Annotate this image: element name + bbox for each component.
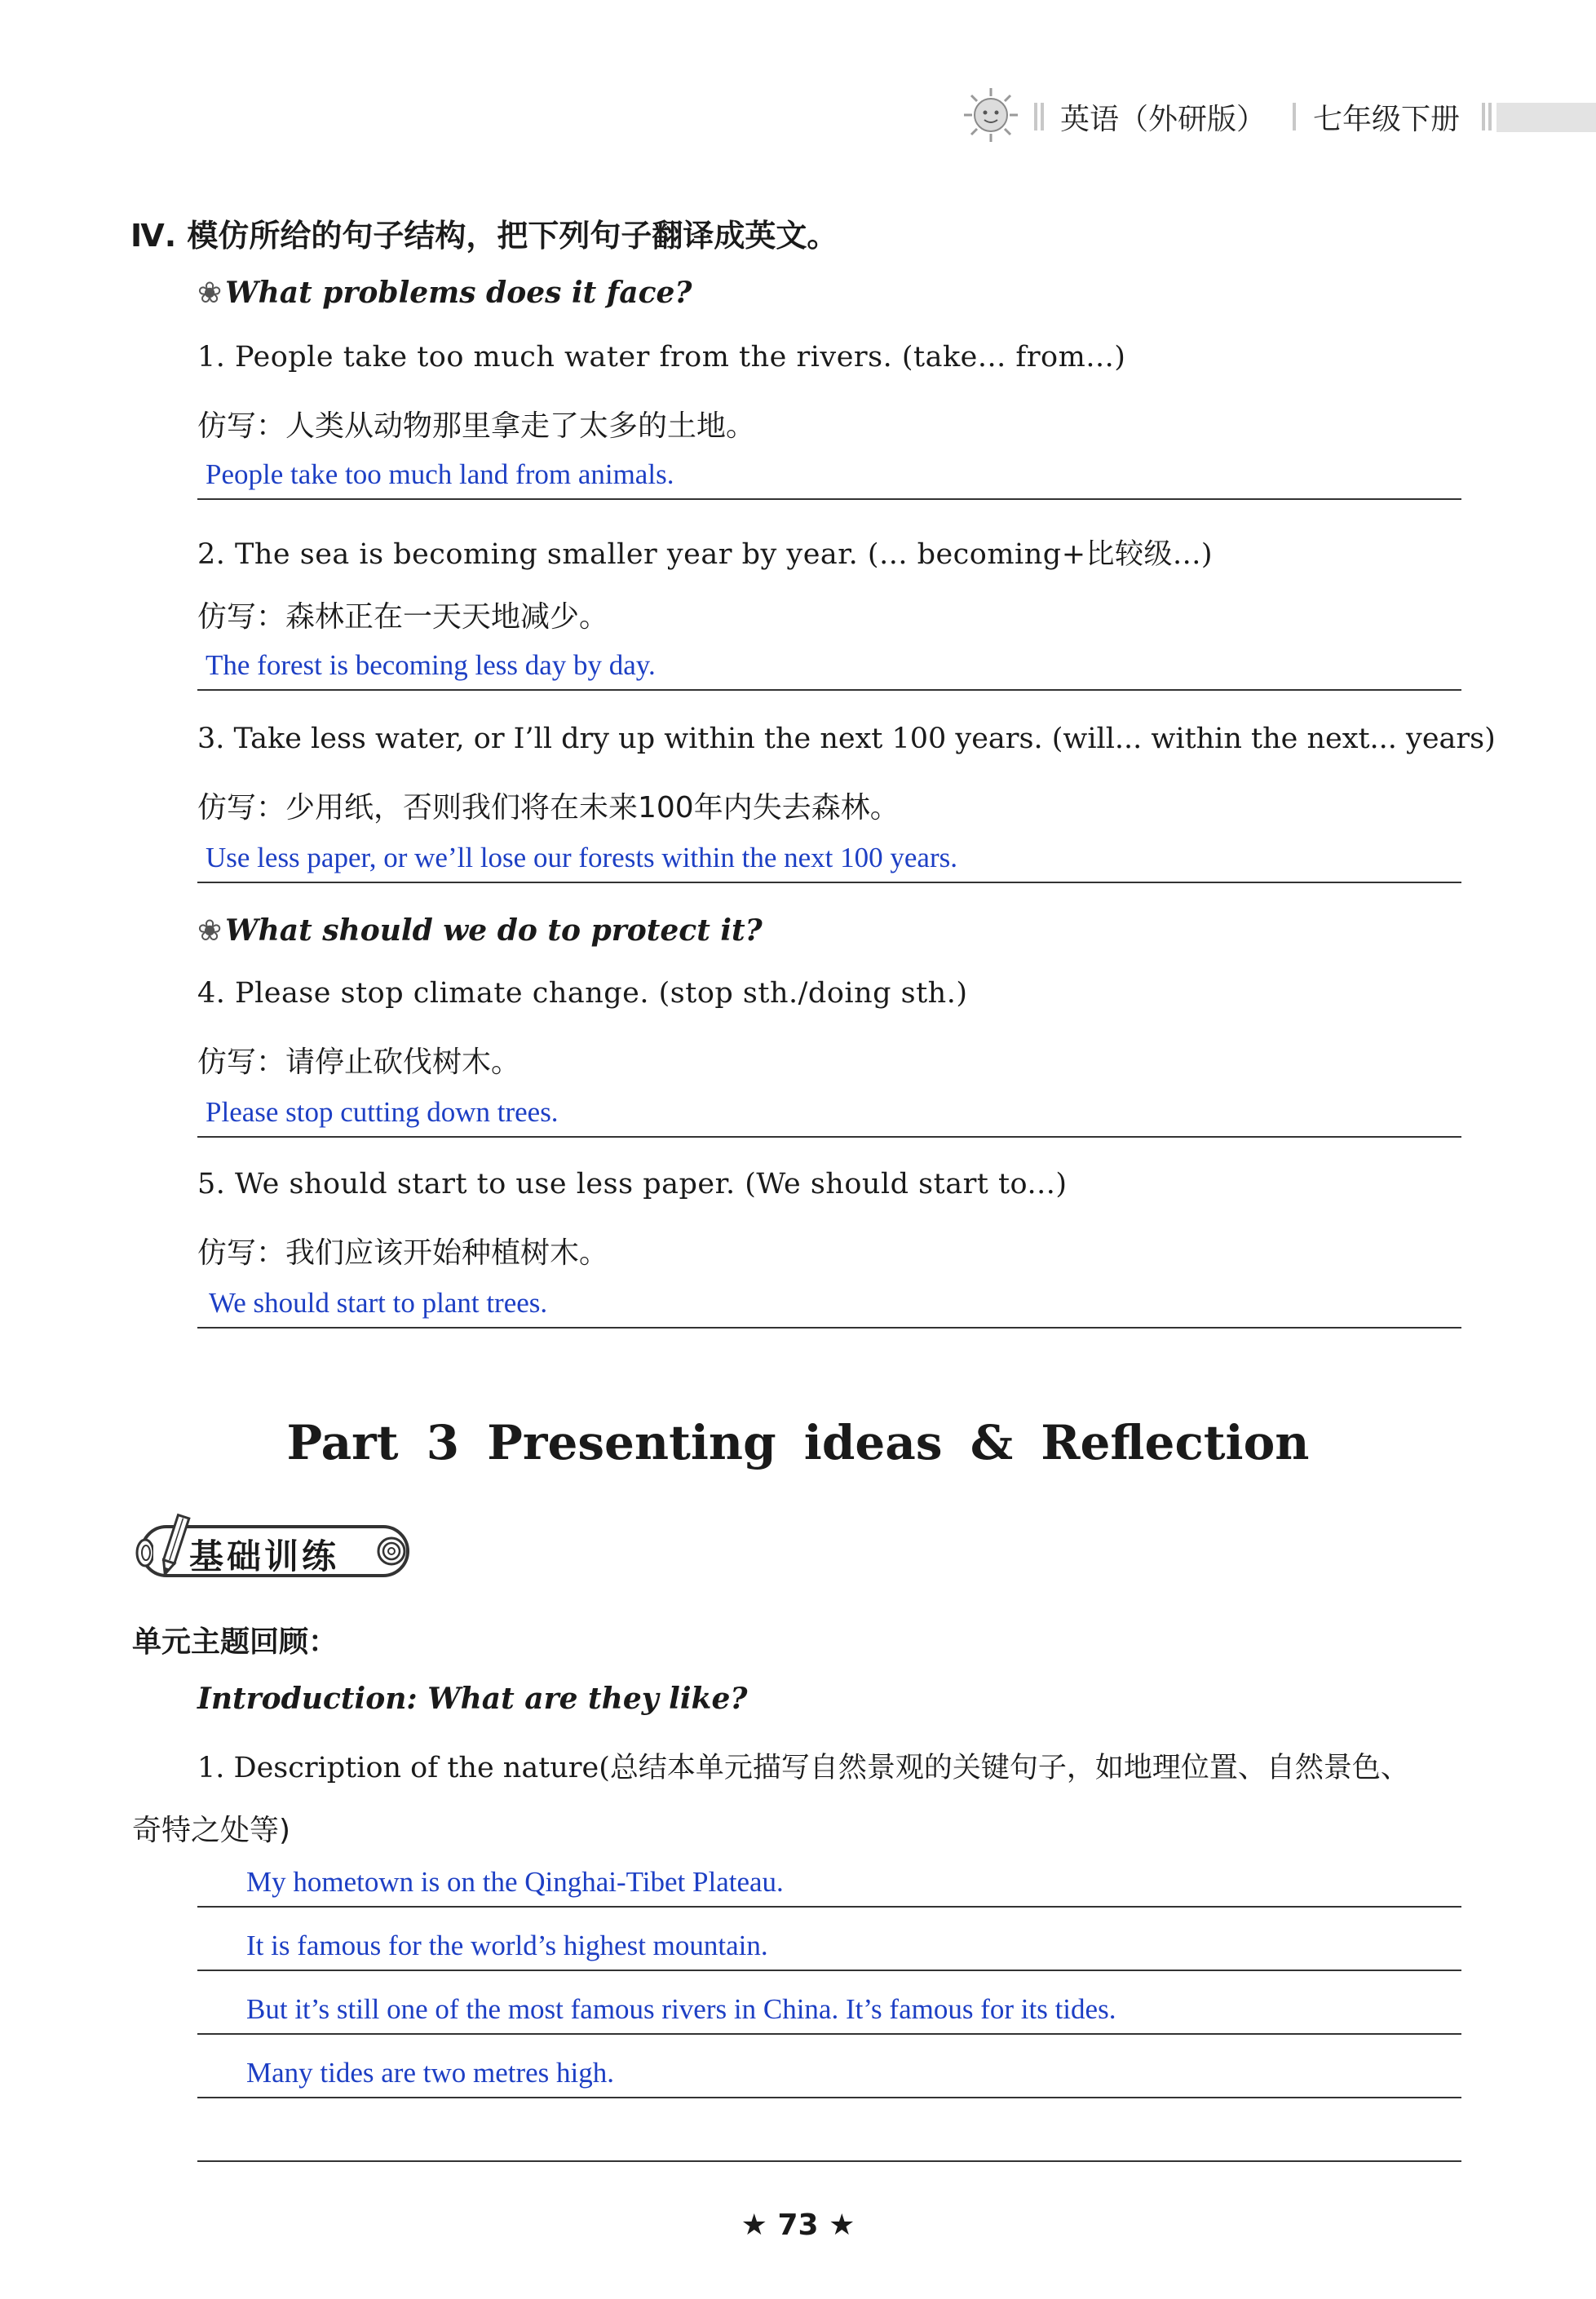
flower-icon: ❀ — [197, 276, 223, 310]
description-answer-2[interactable]: It is famous for the world’s highest mountain. — [246, 1930, 768, 1961]
answer-line — [197, 689, 1461, 691]
exercise-sentence-5: 5. We should start to use less paper. (We should start to...) — [197, 1168, 1068, 1200]
badge-label: 基础训练 — [189, 1536, 340, 1576]
translation-prompt-3: 仿写：少用纸，否则我们将在未来100年内失去森林。 — [197, 791, 900, 825]
unit-review-label: 单元主题回顾： — [132, 1625, 338, 1659]
description-line-2: 奇特之处等) — [132, 1814, 291, 1847]
exercise-sentence-4: 4. Please stop climate change. (stop sth./doing sth.) — [197, 977, 968, 1010]
answer-line — [197, 2033, 1461, 2035]
exercise-sentence-1: 1. People take too much water from the rivers. (take... from...) — [197, 341, 1126, 374]
description-answer-1[interactable]: My hometown is on the Qinghai-Tibet Plateau. — [246, 1866, 784, 1898]
sun-icon — [962, 86, 1019, 144]
answer-line — [197, 882, 1461, 883]
translation-prompt-2: 仿写：森林正在一天天地减少。 — [197, 600, 609, 634]
header-grade: 七年级下册 — [1313, 103, 1461, 136]
section-badge — [132, 1519, 419, 1585]
answer-5[interactable]: We should start to plant trees. — [209, 1287, 548, 1319]
group-title-problems: ❀ What problems does it face? — [197, 276, 692, 310]
group-title-protect: ❀ What should we do to protect it? — [197, 913, 763, 948]
target-icon — [375, 1535, 408, 1567]
exercise-sentence-2: 2. The sea is becoming smaller year by year. (... becoming+比较级...) — [197, 538, 1214, 571]
translation-prompt-1: 仿写：人类从动物那里拿走了太多的土地。 — [197, 409, 756, 443]
translation-prompt-4: 仿写：请停止砍伐树木。 — [197, 1046, 521, 1079]
answer-2[interactable]: The forest is becoming less day by day. — [206, 649, 656, 681]
answer-line — [197, 1136, 1461, 1138]
section-heading: Ⅳ. 模仿所给的句子结构，把下列句子翻译成英文。 — [130, 218, 838, 254]
answer-line — [197, 1970, 1461, 1971]
answer-line — [197, 1327, 1461, 1329]
answer-3[interactable]: Use less paper, or we’ll lose our forests within the next 100 years. — [206, 842, 957, 873]
page-number: ★ 73 ★ — [741, 2208, 855, 2242]
page-header — [962, 82, 1596, 147]
answer-1[interactable]: People take too much land from animals. — [206, 458, 674, 490]
introduction-heading: Introduction: What are they like? — [197, 1682, 748, 1716]
answer-line — [197, 1906, 1461, 1908]
scroll-left-icon — [132, 1536, 153, 1569]
pencil-icon — [158, 1512, 191, 1577]
translation-prompt-5: 仿写：我们应该开始种植树木。 — [197, 1236, 609, 1270]
description-answer-3[interactable]: But it’s still one of the most famous rivers in China. It’s famous for its tides. — [246, 1993, 1116, 2025]
exercise-sentence-3: 3. Take less water, or I’ll dry up within the next 100 years. (will... within the next... years) — [197, 723, 1496, 755]
description-answer-4[interactable]: Many tides are two metres high. — [246, 2057, 615, 2089]
part-title: Part 3 Presenting ideas & Reflection — [286, 1415, 1310, 1470]
flower-icon: ❀ — [197, 914, 223, 948]
answer-4[interactable]: Please stop cutting down trees. — [206, 1096, 559, 1128]
answer-line — [197, 498, 1461, 500]
answer-line — [197, 2097, 1461, 2098]
answer-line-empty[interactable] — [197, 2160, 1461, 2162]
header-subject: 英语（外研版） — [1060, 103, 1267, 136]
description-line-1: 1. Description of the nature(总结本单元描写自然景观的关键句子，如地理位置、自然景色、 — [197, 1752, 1409, 1784]
